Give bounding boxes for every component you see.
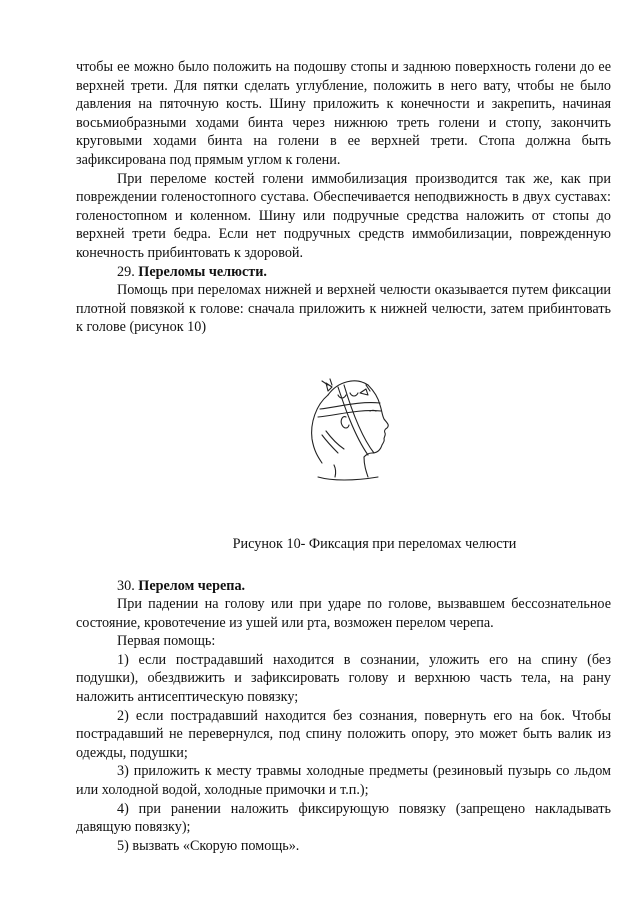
first-aid-item: 1) если пострадавший находится в сознании, уложить его на спину (без подушки), обездвижить и зафиксировать голову и верхнюю часть тела, на рану наложить антисептическую повязку; [76,651,611,706]
section-29-text: Помощь при переломах нижней и верхней челюсти оказывается путем фиксации плотной повязкой к голове: сначала приложить к нижней челюсти, затем прибинтовать к голове (рисунок 10) [76,282,611,336]
section-30-intro: При падении на голову или при ударе по голове, вызвавшем бессознательное состояние, кровотечение из ушей или рта, возможен перелом черепа. [76,596,611,631]
first-aid-item: 5) вызвать «Скорую помощь». [117,837,300,854]
paragraph-shin-fracture: При переломе костей голени иммобилизация производится так же, как при повреждении голеностопного сустава. Обеспечивается неподвижность в двух суставах: голеностопном и коленном. Шину или подручные средства наложить от стопы до верхней трети бедра. Если нет подручных средств иммобилизации, поврежденную конечность прибинтовать к здоровой. [76,170,611,261]
spacer [76,554,611,577]
section-30-number: 30. [117,577,135,594]
section-29-title: Переломы челюсти. [138,263,267,280]
section-29-number: 29. [117,263,135,280]
figure-10-caption: Рисунок 10- Фиксация при переломах челюсти [232,535,517,552]
first-aid-item: 3) приложить к месту травмы холодные предметы (резиновый пузырь со льдом или холодной водой, холодные примочки и т.п.); [76,763,611,799]
figure-10 [76,365,611,535]
first-aid-label: Первая помощь: [117,633,216,650]
document-page [76,58,611,855]
paragraph-continuation: чтобы ее можно было положить на подошву стопы и заднюю поверхность голени до ее верхней трети. Для пятки сделать углубление, положить в него вату, чтобы не было давления на пяточную кость. Шину приложить к конечности и закрепить, начиная восьмиобразными ходами бинта через нижнюю треть голени и стопу, закончить круговыми ходами бинта на голени в ее верхней трети. Стопа должна быть зафиксирована под прямым углом к голени. [76,59,611,168]
section-30-heading [76,577,611,596]
section-29-heading [76,263,611,282]
section-30-title: Перелом черепа. [138,577,246,594]
first-aid-item: 2) если пострадавший находится без сознания, повернуть его на бок. Чтобы пострадавший не перевернулся, под спину положить опору, это может быть валик из одежды, подушки; [76,707,611,761]
first-aid-item: 4) при ранении наложить фиксирующую повязку (запрещено накладывать давящую повязку); [76,800,611,836]
jaw-bandage-illustration [298,365,398,485]
